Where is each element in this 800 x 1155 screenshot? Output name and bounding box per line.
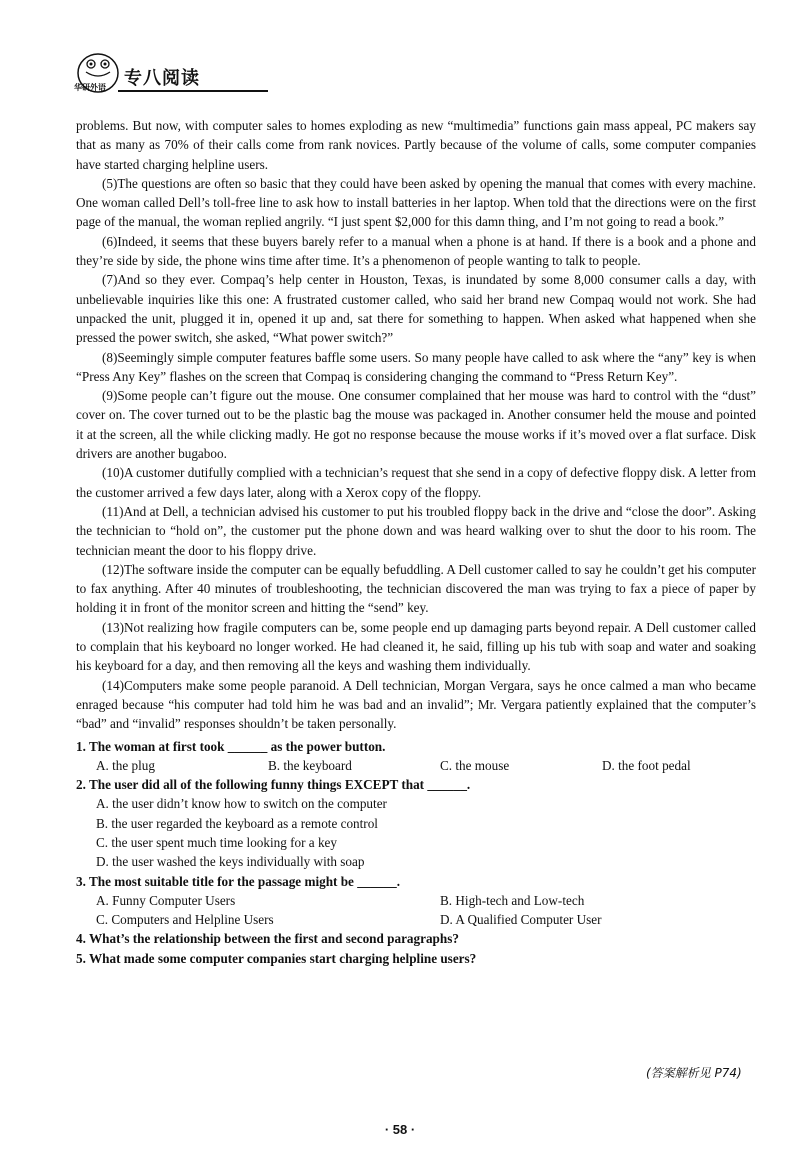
passage-paragraph: (5)The questions are often so basic that they could have been asked by opening the manual that comes with every machine. One woman called Dell’s toll-free line to ask how to install batteries in her laptop. When told that the directions were on the first page of the manual, the woman replied angrily. “I just spent $2,000 for this damn thing, and I’m not going to read a book.” — [76, 175, 756, 230]
page-header — [68, 52, 208, 98]
passage-paragraph: (10)A customer dutifully complied with a technician’s request that she send in a copy of defective floppy disk. A letter from the customer arrived a few days later, along with a Xerox copy of the floppy. — [76, 465, 756, 500]
option: A. Funny Computer Users — [96, 892, 236, 908]
option: D. the foot pedal — [602, 757, 691, 773]
question-1: 1. The woman at first took ______ as the power button. — [76, 738, 386, 754]
option: D. the user washed the keys individually with soap — [96, 854, 365, 870]
option: D. A Qualified Computer User — [440, 912, 602, 928]
passage-paragraph: (6)Indeed, it seems that these buyers barely refer to a manual when a phone is at hand. If there is a book and a phone and they’re side by side, the phone wins time after time. It’s a phenomenon of people wanting to talk to people. — [76, 233, 756, 269]
question-5: 5. What made some computer companies start charging helpline users? — [76, 950, 477, 966]
option: B. the keyboard — [268, 757, 352, 773]
option: B. the user regarded the keyboard as a remote control — [96, 815, 378, 831]
passage-paragraph: (14)Computers make some people paranoid. A Dell technician, Morgan Vergara, says he once calmed a man who became enraged because “his computer had told him he was bad and an invalid”; Mr. Vergara patiently explained that the computer’s “bad” and “invalid” responses shouldn’t be taken personally. — [76, 677, 756, 732]
passage-paragraph: (13)Not realizing how fragile computers can be, some people end up damaging parts beyond repair. A Dell customer called to complain that his keyboard no longer worked. He had cleaned it, he said, filling up his tub with soap and water and soaking his keyboard for a day, and then removing all the keys and washing them individually. — [76, 619, 756, 674]
logo-caption: 华研外语 — [74, 83, 106, 92]
reading-content — [76, 116, 756, 968]
option: C. the mouse — [440, 757, 510, 773]
passage-paragraph: (8)Seemingly simple computer features baffle some users. So many people have called to ask where the “any” key is when “Press Any Key” flashes on the screen that Compaq is considering changing the command to “Press Return Key”. — [76, 349, 756, 384]
passage-paragraph: (12)The software inside the computer can be equally befuddling. A Dell customer called to say he couldn’t get his computer to fax anything. After 40 minutes of troubleshooting, the technician discovered the man was trying to fax a piece of paper by holding it in front of the monitor screen and hitting the “send” key. — [76, 561, 756, 616]
passage-paragraph: (7)And so they ever. Compaq’s help center in Houston, Texas, is inundated by some 8,000 consumer calls a day, with unbelievable inquiries like this one: A frustrated customer called, who said her brand new Compaq would not work. She had unpacked the unit, plugged it in, opened it up and, sat there for something to happen. When asked what happened when she pressed the power switch, she asked, “What power switch?” — [76, 272, 756, 346]
question-2: 2. The user did all of the following funny things EXCEPT that ______. — [76, 777, 471, 793]
answer-reference: (答案解析见 P74) — [646, 1066, 742, 1080]
passage-paragraph: (11)And at Dell, a technician advised his customer to put his troubled floppy back in the drive and “close the door”. Asking the technician to “hold on”, the customer put the phone down and was heard walking over to shut the door to his room. The technician meant the door to his floppy drive. — [76, 503, 756, 558]
option: B. High-tech and Low-tech — [440, 892, 585, 908]
question-1-options — [76, 756, 756, 775]
option: C. the user spent much time looking for a key — [96, 834, 337, 850]
section-title: 专八阅读 — [124, 68, 200, 89]
option: A. the user didn’t know how to switch on the computer — [96, 796, 387, 812]
question-list — [76, 737, 756, 969]
passage — [76, 116, 756, 734]
option: A. the plug — [96, 757, 155, 773]
option: C. Computers and Helpline Users — [96, 912, 274, 928]
header-rule — [118, 90, 268, 92]
passage-paragraph: problems. But now, with computer sales to homes exploding as new “multimedia” functions gain mass appeal, PC makers say that as many as 70% of their calls come from rank novices. Partly because of the volume of calls, some computer companies have started charging helpline users. — [76, 118, 756, 172]
question-4: 4. What’s the relationship between the first and second paragraphs? — [76, 931, 459, 947]
page-number: · 58 · — [384, 1122, 416, 1137]
passage-paragraph: (9)Some people can’t figure out the mouse. One consumer complained that her mouse was hard to control with the “dust” cover on. The cover turned out to be the plastic bag the mouse was packaged in. Another consumer held the mouse and pointed it at the screen, all the while clicking madly. He got no response because the mouse works if it’s moved over a flat surface. Disk drivers are another bugaboo. — [76, 388, 756, 462]
question-3: 3. The most suitable title for the passage might be ______. — [76, 873, 401, 889]
question-3-options — [76, 891, 756, 930]
